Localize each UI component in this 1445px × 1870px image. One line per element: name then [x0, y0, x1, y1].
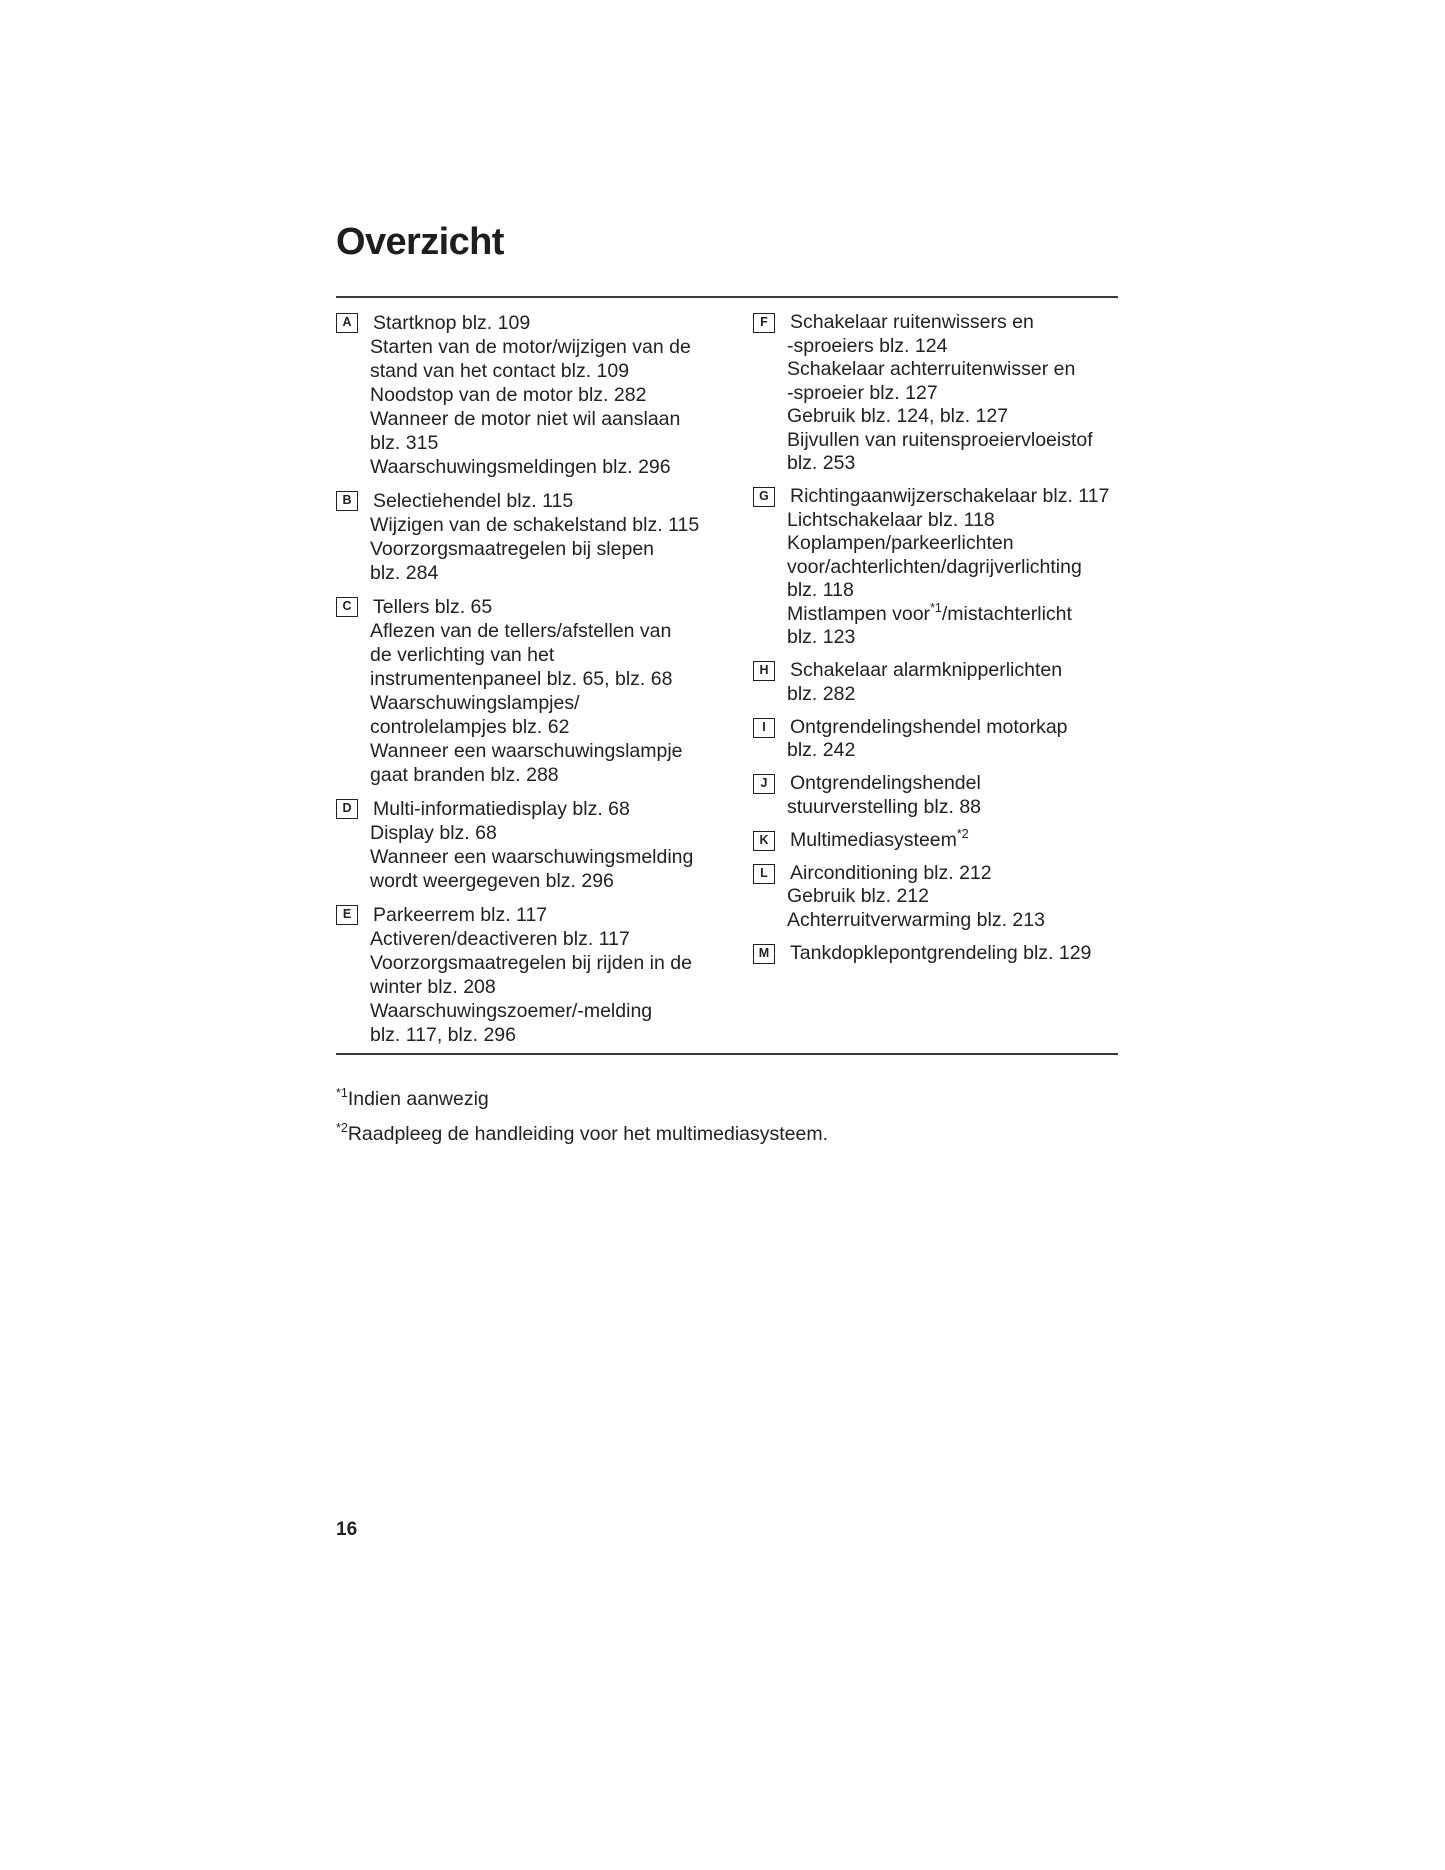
badge-f: F — [753, 313, 775, 333]
item-line: Bijvullen van ruitensproeiervloeistof — [787, 428, 1093, 451]
entry-j-title-cont: stuurverstelling blz. 88 — [787, 795, 982, 818]
entry-h-title: Schakelaar alarmknipperlichten — [790, 659, 1063, 681]
item-line: Wanneer de motor niet wil aanslaan — [370, 408, 681, 430]
entry-d — [336, 797, 736, 893]
entry-a-item — [370, 383, 736, 407]
bottom-divider — [336, 1053, 1118, 1055]
entry-e-item — [370, 951, 736, 999]
item-line: blz. 315 — [370, 432, 439, 454]
entry-i — [753, 716, 1133, 763]
left-column — [336, 311, 736, 1057]
entry-d-item — [370, 845, 736, 893]
badge-b: B — [336, 491, 358, 511]
entry-m-title: Tankdopklepontgrendeling blz. 129 — [790, 941, 1092, 964]
entry-i-title-cont: blz. 242 — [787, 739, 856, 761]
entry-f-title-cont: -sproeiers blz. 124 — [787, 334, 948, 357]
item-text: Mistlampen voor — [787, 602, 931, 625]
item-line: stand van het contact blz. 109 — [370, 360, 630, 382]
item-line: Noodstop van de motor blz. 282 — [370, 384, 647, 406]
item-line: Activeren/deactiveren blz. 117 — [370, 928, 630, 950]
entry-a-item — [370, 335, 736, 383]
item-line: Waarschuwingslampjes/ — [370, 692, 580, 714]
badge-c: C — [336, 597, 358, 617]
item-text: /mistachterlicht — [941, 602, 1072, 625]
entry-d-item — [370, 821, 736, 845]
entry-e — [336, 903, 736, 1047]
entry-c-item — [370, 739, 736, 787]
item-line: blz. 253 — [787, 452, 856, 474]
item-line — [787, 600, 1133, 627]
entry-a-title: Startknop blz. 109 — [373, 312, 531, 334]
entry-b-item — [370, 513, 736, 537]
right-column — [753, 311, 1133, 975]
footnote-2 — [336, 1122, 828, 1146]
entry-a-item — [370, 407, 736, 455]
item-line: Wijzigen van de schakelstand blz. 115 — [370, 514, 700, 536]
item-line: wordt weergegeven blz. 296 — [370, 870, 614, 892]
badge-e: E — [336, 905, 358, 925]
item-line: controlelampjes blz. 62 — [370, 716, 570, 738]
top-divider — [336, 296, 1118, 298]
entry-g-item — [787, 532, 1133, 603]
item-line: Waarschuwingszoemer/-melding — [370, 1000, 653, 1022]
badge-d: D — [336, 799, 358, 819]
footnote-ref-2: *2 — [956, 826, 969, 841]
entry-g-item — [787, 600, 1133, 650]
item-line: Wanneer een waarschuwingsmelding — [370, 846, 694, 868]
entry-e-title: Parkeerrem blz. 117 — [373, 904, 548, 926]
entry-l — [753, 862, 1133, 933]
item-line: blz. 117, blz. 296 — [370, 1024, 516, 1046]
entry-l-item — [787, 885, 1133, 909]
item-line: de verlichting van het — [370, 644, 555, 666]
footnote-text: Indien aanwezig — [347, 1088, 489, 1110]
entry-e-item — [370, 999, 736, 1047]
page-number: 16 — [336, 1519, 358, 1540]
entry-f-item — [787, 429, 1133, 476]
footnote-mark: *2 — [336, 1121, 348, 1135]
entry-b-item — [370, 537, 736, 585]
entry-j-title: Ontgrendelingshendel — [790, 772, 981, 794]
item-line: blz. 284 — [370, 562, 439, 584]
entry-c-item — [370, 619, 736, 691]
entry-g-title: Richtingaanwijzerschakelaar blz. 117 — [790, 485, 1110, 507]
item-line: blz. 118 — [787, 579, 854, 601]
entry-b-title: Selectiehendel blz. 115 — [373, 490, 574, 512]
item-line: Aflezen van de tellers/afstellen van — [370, 620, 672, 642]
badge-l: L — [753, 864, 775, 884]
entry-a-item — [370, 455, 736, 479]
item-line: Schakelaar achterruitenwisser en — [787, 358, 1076, 380]
footnote-mark: *1 — [336, 1086, 348, 1100]
entry-g — [753, 485, 1133, 650]
footnote-1 — [336, 1087, 489, 1111]
badge-m: M — [753, 944, 775, 964]
item-line: voor/achterlichten/dagrijverlichting — [787, 555, 1082, 578]
entry-j — [753, 772, 1133, 819]
badge-k: K — [753, 831, 775, 851]
entry-h — [753, 659, 1133, 706]
entry-i-title: Ontgrendelingshendel motorkap — [790, 715, 1068, 738]
entry-f — [753, 311, 1133, 476]
item-line: Starten van de motor/wijzigen van de — [370, 336, 691, 358]
entry-g-item — [787, 509, 1133, 533]
entry-m — [753, 942, 1133, 966]
item-line: -sproeier blz. 127 — [787, 381, 938, 404]
page-title: Overzicht — [336, 221, 504, 263]
item-line: Koplampen/parkeerlichten — [787, 532, 1014, 554]
item-line: Voorzorgsmaatregelen bij rijden in de — [370, 952, 692, 974]
entry-k — [753, 826, 1133, 853]
entry-c-item — [370, 691, 736, 739]
entry-b — [336, 489, 736, 585]
footnote-ref-1: *1 — [930, 600, 942, 615]
item-line: Achterruitverwarming blz. 213 — [787, 908, 1045, 931]
entry-d-title: Multi-informatiedisplay blz. 68 — [373, 798, 630, 820]
entry-f-item — [787, 405, 1133, 429]
entry-k-title — [787, 826, 1133, 853]
badge-g: G — [753, 487, 775, 507]
entry-e-item — [370, 927, 736, 951]
item-line: winter blz. 208 — [370, 976, 496, 998]
entry-c-title: Tellers blz. 65 — [373, 596, 493, 618]
entry-f-item — [787, 358, 1133, 405]
entry-l-title: Airconditioning blz. 212 — [790, 861, 992, 884]
badge-i: I — [753, 718, 775, 738]
item-line: Voorzorgsmaatregelen bij slepen — [370, 538, 655, 560]
badge-j: J — [753, 774, 775, 794]
footnote-text: Raadpleeg de handleiding voor het multimediasysteem. — [347, 1123, 829, 1145]
entry-l-item — [787, 909, 1133, 933]
item-line: blz. 123 — [787, 626, 856, 648]
badge-h: H — [753, 661, 775, 681]
badge-a: A — [336, 313, 358, 333]
entry-f-title: Schakelaar ruitenwissers en — [790, 311, 1034, 333]
entry-h-title-cont: blz. 282 — [787, 682, 856, 705]
item-line: Waarschuwingsmeldingen blz. 296 — [370, 456, 671, 478]
entry-a — [336, 311, 736, 479]
entry-c — [336, 595, 736, 787]
item-line: Display blz. 68 — [370, 822, 497, 844]
item-line: Gebruik blz. 124, blz. 127 — [787, 405, 1009, 427]
item-line: instrumentenpaneel blz. 65, blz. 68 — [370, 668, 673, 690]
item-line: gaat branden blz. 288 — [370, 764, 559, 786]
item-line: Lichtschakelaar blz. 118 — [787, 508, 995, 531]
entry-k-title-text: Multimediasysteem — [790, 828, 957, 851]
item-line: Gebruik blz. 212 — [787, 885, 929, 907]
item-line: Wanneer een waarschuwingslampje — [370, 740, 683, 762]
